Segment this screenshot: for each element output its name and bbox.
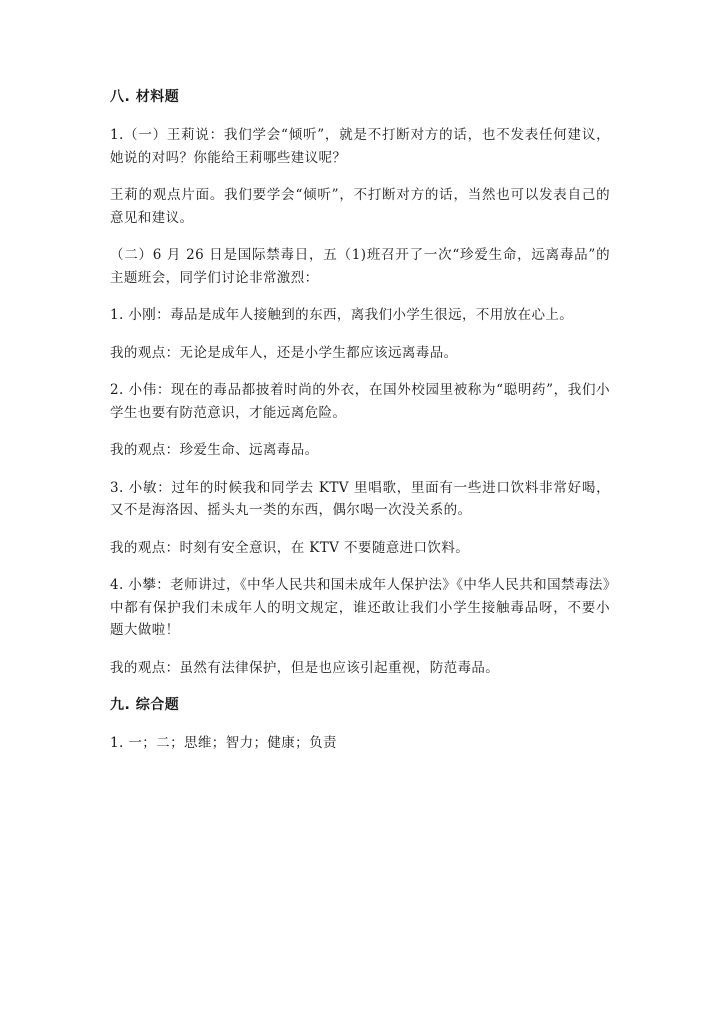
answer-1-text: 王莉的观点片面。我们要学会“倾听”，不打断对方的话，当然也可以发表自己的意见和建议。 — [110, 187, 610, 226]
section-8-heading: 八. 材料题 — [110, 89, 180, 105]
answer-page — [110, 86, 610, 770]
opinion-1-text: 1. 小刚：毒品是成年人接触到的东西，离我们小学生很远，不用放在心上。 — [110, 307, 574, 323]
section-9-heading: 九. 综合题 — [110, 697, 180, 713]
view-4-text: 我的观点：虽然有法律保护，但是也应该引起重视，防范毒品。 — [110, 659, 500, 676]
opinion-4-text: 4. 小攀：老师讲过，《中华人民共和国未成年人保护法》《中华人民共和国禁毒法》中都有保护我们未成年人的明文规定，谁还敢让我们小学生接触毒品呀，不要小题大做啦！ — [110, 577, 610, 638]
view-2-text: 我的观点：珍爱生命、远离毒品。 — [110, 442, 319, 458]
section-9-answer-1: 1. 一；二；思维；智力；健康；负责 — [110, 735, 337, 751]
question-1-text: 1.（一）王莉说：我们学会“倾听”，就是不打断对方的话，也不发表任何建议，她说的对吗？你能给王莉哪些建议呢？ — [110, 127, 610, 166]
opinion-3-text: 3. 小敏：过年的时候我和同学去 KTV 里唱歌，里面有一些进口饮料非常好喝，又不是海洛因、摇头丸一类的东西，偶尔喝一次没关系的。 — [110, 479, 610, 518]
question-2-intro: （二）6 月 26 日是国际禁毒日，五（1)班召开了一次“珍爱生命，远离毒品”的主题班会，同学们讨论非常激烈： — [110, 247, 610, 286]
view-1-text: 我的观点：无论是成年人，还是小学生都应该远离毒品。 — [110, 344, 458, 361]
opinion-2-text: 2. 小伟：现在的毒品都披着时尚的外衣，在国外校园里被称为“聪明药”，我们小学生也要有防范意识，才能远离危险。 — [110, 382, 610, 421]
view-3-text: 我的观点：时刻有安全意识，在 KTV 不要随意进口饮料。 — [110, 539, 470, 556]
